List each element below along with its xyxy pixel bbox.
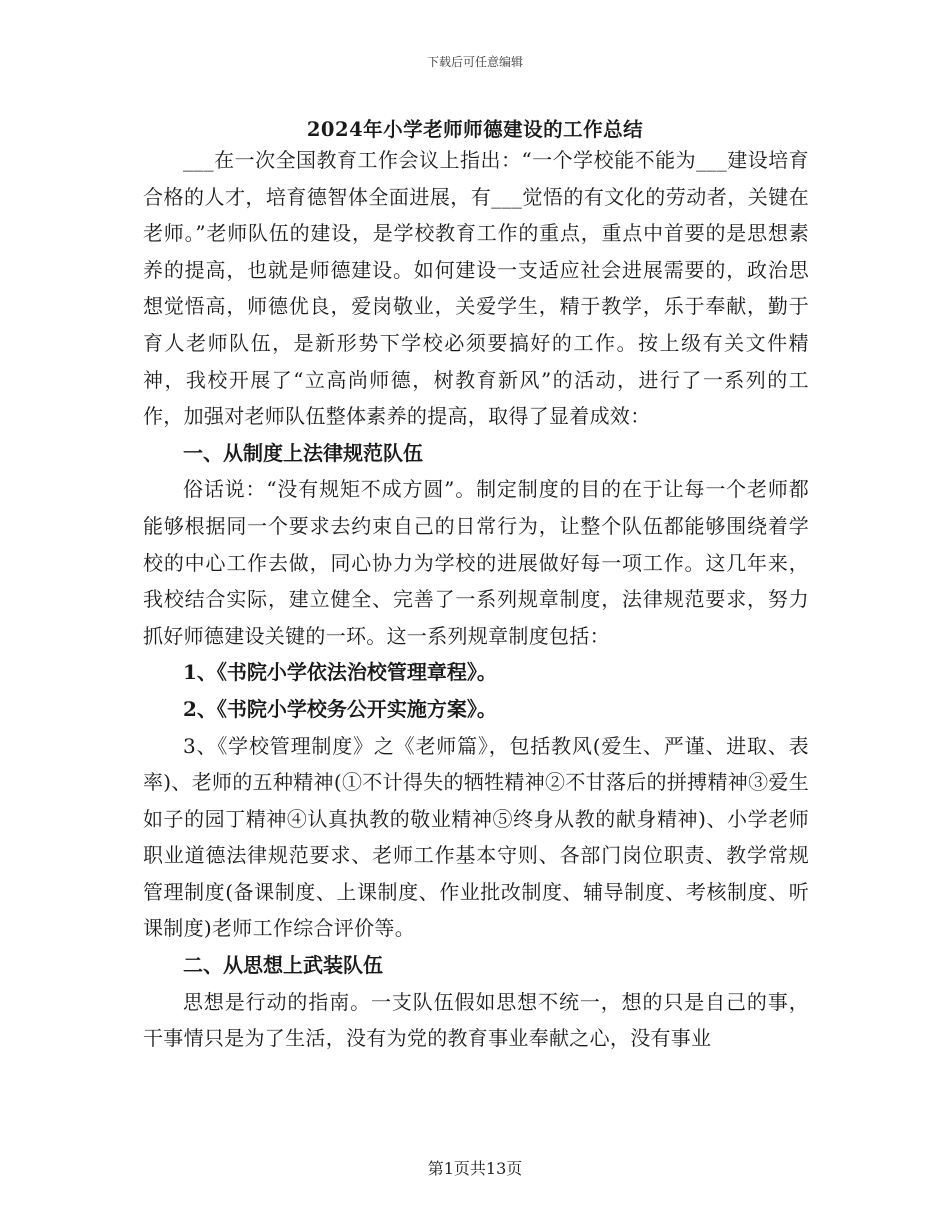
header-note: 下载后可任意编辑 (426, 55, 523, 69)
section-2-paragraph: 思想是行动的指南。一支队伍假如思想不统一，想的只是自己的事，干事情只是为了生活，没有为党的教育事业奉献之心，没有事业 (143, 989, 809, 1051)
document-body (143, 142, 809, 1057)
list-item-3: 3、《学校管理制度》之《老师篇》，包括教风(爱生、严谨、进取、表率)、老师的五种精神(①不计得失的牺牲精神②不甘落后的拼搏精神③爱生如子的园丁精神④认真执教的敬业精神⑤终身从教的献身精神)、小学老师职业道德法律规范要求、老师工作基本守则、各部门岗位职责、教学常规管理制度(备课制度、上课制度、作业批改制度、辅导制度、考核制度、听课制度)老师工作综合评价等。 (143, 733, 809, 941)
section-1-paragraph: 俗话说：“没有规矩不成方圆”。制定制度的目的在于让每一个老师都能够根据同一个要求去约束自己的日常行为，让整个队伍都能够围绕着学校的中心工作去做，同心协力为学校的进展做好每一项工作。这几年来，我校结合实际，建立健全、完善了一系列规章制度，法律规范要求，努力抓好师德建设关键的一环。这一系列规章制度包括： (143, 477, 809, 648)
section-heading-2: 二、从思想上武装队伍 (183, 953, 383, 978)
section-heading-1: 一、从制度上法律规范队伍 (183, 440, 423, 465)
document-title: 2024年小学老师师德建设的工作总结 (306, 118, 644, 141)
list-item-1: 1、《书院小学依法治校管理章程》。 (183, 660, 497, 685)
intro-paragraph: ___在一次全国教育工作会议上指出：“一个学校能不能为___建设培育合格的人才，培育德智体全面进展，有___觉悟的有文化的劳动者，关键在老师。”老师队伍的建设，是学校教育工作的重点，重点中首要的是思想素养的提高，也就是师德建设。如何建设一支适应社会进展需要的，政治思想觉悟高，师德优良，爱岗敬业，关爱学生，精于教学，乐于奉献，勤于育人老师队伍，是新形势下学校必须要搞好的工作。按上级有关文件精神，我校开展了“立高尚师德，树教育新风”的活动，进行了一系列的工作，加强对老师队伍整体素养的提高，取得了显着成效： (143, 148, 809, 429)
page-number-footer: 第1页共13页 (427, 1159, 523, 1178)
list-item-2: 2、《书院小学校务公开实施方案》。 (183, 696, 497, 721)
